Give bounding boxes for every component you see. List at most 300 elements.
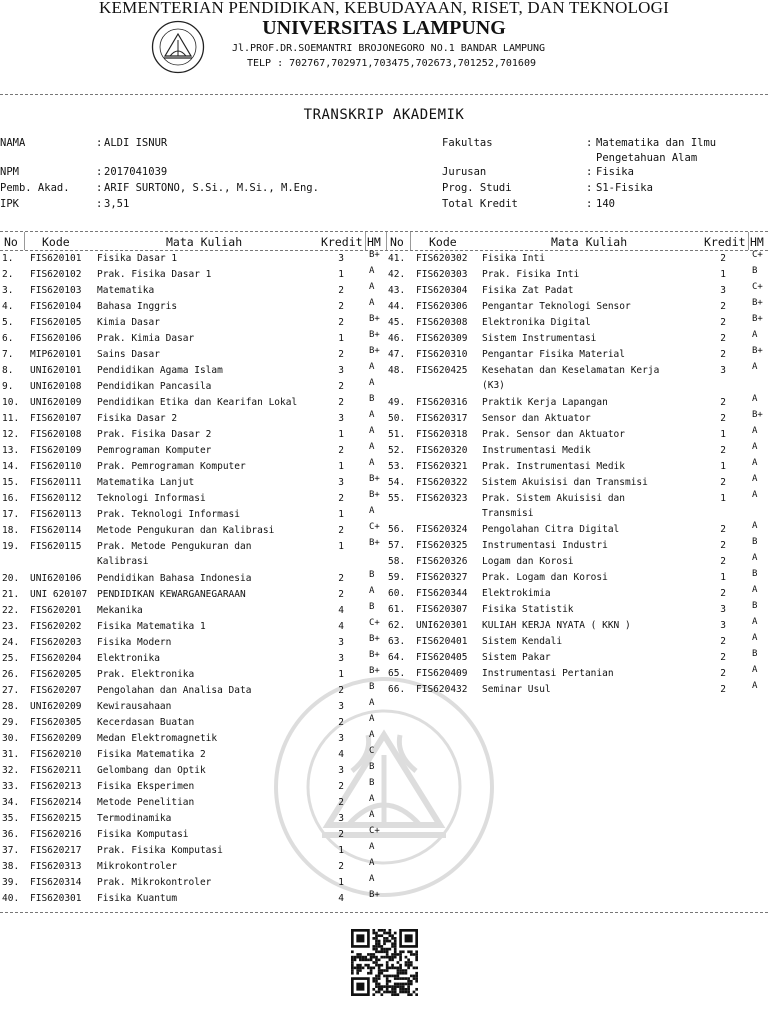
row-number: 56. (388, 524, 406, 535)
course-credit: 2 (338, 796, 344, 808)
course-name: Pengolahan Citra Digital (482, 524, 620, 535)
course-name: Pengantar Fisika Material (482, 349, 625, 360)
course-grade: A (369, 298, 375, 308)
row-number: 41. (388, 253, 406, 264)
course-name: Matematika Lanjut (97, 477, 195, 488)
course-name-continued: Kalibrasi (97, 556, 149, 567)
course-code: FIS620204 (30, 652, 82, 664)
row-number: 19. (2, 541, 20, 552)
document-title: TRANSKRIP AKADEMIK (303, 107, 465, 123)
course-name: Prak. Elektronika (97, 668, 195, 680)
course-credit: 2 (338, 285, 344, 296)
course-name: Fisika Inti (482, 253, 545, 264)
course-grade: A (369, 506, 375, 516)
col-credit-right: Kredit (704, 235, 746, 249)
course-code: FIS620111 (30, 477, 82, 488)
prog-label: Prog. Studi (442, 182, 512, 194)
course-grade: A (369, 458, 375, 468)
course-grade: A (369, 809, 375, 820)
course-name: Elektronika (97, 652, 160, 664)
name-label: NAMA (0, 137, 26, 149)
total-credit-colon: : (586, 198, 593, 210)
course-code: FIS620327 (416, 572, 468, 583)
course-code: FIS620432 (416, 684, 468, 695)
row-number: 35. (2, 812, 20, 824)
course-name: Medan Elektromagnetik (97, 732, 218, 744)
course-credit: 3 (338, 636, 344, 648)
course-code: FIS620103 (30, 285, 82, 296)
course-name: Sistem Pakar (482, 652, 551, 663)
course-credit: 2 (720, 556, 726, 567)
course-name: Prak. Fisika Komputasi (97, 844, 223, 856)
course-name: Termodinamika (97, 812, 172, 824)
course-name: Fisika Kuantum (97, 892, 178, 904)
course-credit: 1 (338, 876, 344, 888)
course-code: FIS620317 (416, 412, 468, 424)
col-credit: Kredit (321, 235, 363, 249)
faculty-label: Fakultas (442, 137, 493, 149)
row-number: 37. (2, 844, 20, 856)
course-credit: 3 (720, 604, 726, 615)
course-credit: 3 (338, 253, 344, 264)
course-name: Fisika Dasar 2 (97, 413, 178, 424)
course-name: Prak. Kimia Dasar (97, 333, 195, 344)
row-number: 47. (388, 349, 406, 360)
course-name: Kewirausahaan (97, 700, 172, 712)
course-name: Sistem Kendali (482, 636, 563, 647)
course-grade: B+ (369, 314, 380, 324)
row-number: 17. (2, 509, 20, 520)
course-code: FIS620205 (30, 668, 82, 680)
course-grade: B+ (369, 250, 380, 260)
course-grade: A (369, 793, 375, 804)
row-number: 14. (2, 461, 20, 472)
course-credit: 2 (720, 476, 726, 488)
course-grade: B (752, 601, 758, 611)
course-credit: 3 (338, 477, 344, 488)
course-grade: A (752, 553, 758, 563)
prog-colon: : (586, 182, 593, 194)
course-credit: 2 (338, 525, 344, 536)
course-credit: 2 (338, 381, 344, 392)
row-number: 12. (2, 429, 20, 440)
row-number: 57. (388, 540, 406, 551)
row-number: 63. (388, 636, 406, 647)
advisor-value: ARIF SURTONO, S.Si., M.Si., M.Eng. (104, 182, 319, 194)
course-credit: 2 (720, 301, 726, 312)
course-credit: 2 (338, 445, 344, 456)
course-name: Elektronika Digital (482, 317, 591, 328)
qr-code-icon (351, 929, 418, 996)
course-credit: 2 (338, 317, 344, 328)
row-number: 1. (2, 253, 14, 264)
header-divider (0, 94, 768, 95)
course-code: FIS620207 (30, 684, 82, 696)
course-name: Fisika Eksperimen (97, 780, 195, 792)
course-code: FIS620106 (30, 333, 82, 344)
course-credit: 2 (720, 317, 726, 328)
course-credit: 1 (338, 541, 344, 552)
course-code: FIS620213 (30, 780, 82, 792)
course-name: Prak. Teknologi Informasi (97, 509, 240, 520)
row-number: 33. (2, 780, 20, 792)
row-number: 59. (388, 572, 406, 583)
course-code: FIS620308 (416, 317, 468, 328)
col-no: No (4, 235, 18, 249)
course-credit: 2 (720, 524, 726, 535)
course-credit: 2 (720, 636, 726, 647)
course-code: FIS620322 (416, 476, 468, 488)
dept-colon: : (586, 166, 593, 178)
course-name: Pendidikan Etika dan Kearifan Lokal (97, 397, 298, 408)
course-code: FIS620409 (416, 668, 468, 679)
course-credit: 2 (720, 412, 726, 424)
row-number: 45. (388, 317, 406, 328)
row-number: 55. (388, 492, 406, 504)
course-grade: A (752, 521, 758, 531)
course-grade: C+ (369, 617, 380, 628)
col-course: Mata Kuliah (166, 235, 243, 249)
course-grade: A (369, 266, 375, 276)
course-code: FIS620425 (416, 365, 468, 376)
course-code: FIS620306 (416, 301, 468, 312)
course-name: Elektrokimia (482, 588, 551, 599)
university-name: UNIVERSITAS LAMPUNG (262, 17, 506, 39)
course-code: FIS620405 (416, 652, 468, 663)
row-number: 21. (2, 588, 20, 600)
course-grade: B+ (369, 474, 380, 484)
course-code: UNI620109 (30, 397, 82, 408)
course-code: FIS620217 (30, 844, 82, 856)
row-number: 22. (2, 604, 20, 616)
course-grade: B (752, 266, 758, 276)
course-credit: 2 (338, 716, 344, 728)
course-name: Kimia Dasar (97, 317, 160, 328)
course-code: FIS620105 (30, 317, 82, 328)
course-name: PENDIDIKAN KEWARGANEGARAAN (97, 588, 246, 600)
row-number: 3. (2, 285, 14, 296)
course-credit: 3 (338, 413, 344, 424)
total-credit-value: 140 (596, 198, 615, 210)
course-code: FIS620108 (30, 429, 82, 440)
row-number: 18. (2, 525, 20, 536)
row-number: 13. (2, 445, 20, 456)
col-divider (365, 232, 366, 250)
advisor-colon: : (96, 182, 103, 194)
npm-label: NPM (0, 166, 19, 178)
course-code: FIS620323 (416, 492, 468, 504)
row-number: 39. (2, 876, 20, 888)
course-name: Sensor dan Aktuator (482, 412, 591, 424)
course-name: Logam dan Korosi (482, 556, 574, 567)
row-number: 34. (2, 796, 20, 808)
npm-colon: : (96, 166, 103, 178)
course-name: Prak. Fisika Dasar 2 (97, 429, 212, 440)
course-credit: 2 (338, 572, 344, 584)
course-grade: A (369, 362, 375, 372)
course-code: UNI620106 (30, 572, 82, 584)
course-grade: C (369, 745, 375, 756)
course-grade: A (752, 441, 758, 452)
row-number: 15. (2, 477, 20, 488)
course-grade: B (369, 761, 375, 772)
course-code: FIS620309 (416, 333, 468, 344)
course-code: FIS620321 (416, 460, 468, 472)
course-code: FIS620203 (30, 636, 82, 648)
course-grade: A (752, 362, 758, 372)
course-credit: 2 (720, 540, 726, 551)
course-credit: 1 (338, 333, 344, 344)
row-number: 5. (2, 317, 14, 328)
total-credit-label: Total Kredit (442, 198, 518, 210)
course-code: FIS620305 (30, 716, 82, 728)
course-name: Instrumentasi Medik (482, 444, 591, 456)
course-grade: C+ (752, 282, 763, 292)
course-grade: B+ (752, 298, 763, 308)
course-name: Sistem Instrumentasi (482, 333, 597, 344)
course-credit: 3 (720, 620, 726, 631)
course-name: Fisika Matematika 1 (97, 620, 206, 632)
course-code: FIS620210 (30, 748, 82, 760)
dept-value: Fisika (596, 166, 634, 178)
advisor-label: Pemb. Akad. (0, 182, 70, 194)
row-number: 64. (388, 652, 406, 663)
course-grade: A (752, 585, 758, 595)
course-code: FIS620401 (416, 636, 468, 647)
course-grade: B (369, 394, 375, 404)
row-number: 11. (2, 413, 20, 424)
course-name-continued: Transmisi (482, 507, 534, 519)
course-name: Sains Dasar (97, 349, 160, 360)
course-credit: 2 (720, 396, 726, 408)
row-number: 23. (2, 620, 20, 632)
col-no-right: No (390, 235, 404, 249)
table-bottom-rule (0, 912, 768, 913)
row-number: 7. (2, 349, 14, 360)
course-credit: 1 (338, 844, 344, 856)
course-grade: B+ (752, 314, 763, 324)
course-credit: 2 (338, 828, 344, 840)
course-code: UNI620108 (30, 381, 82, 392)
course-grade: C+ (369, 825, 380, 836)
course-code: FIS620304 (416, 285, 468, 296)
course-grade: A (369, 857, 375, 868)
course-credit: 2 (720, 253, 726, 264)
course-name: Mikrokontroler (97, 860, 178, 872)
row-number: 62. (388, 620, 406, 631)
name-value: ALDI ISNUR (104, 137, 168, 149)
course-grade: B (369, 777, 375, 788)
course-code: FIS620115 (30, 541, 82, 552)
course-credit: 3 (720, 285, 726, 296)
course-credit: 3 (338, 365, 344, 376)
npm-value: 2017041039 (104, 166, 168, 178)
course-name: Prak. Logam dan Korosi (482, 572, 608, 583)
university-address: Jl.PROF.DR.SOEMANTRI BROJONEGORO NO.1 BANDAR LAMPUNG (232, 43, 546, 54)
row-number: 9. (2, 381, 14, 392)
course-name: Bahasa Inggris (97, 301, 178, 312)
ministry-name: KEMENTERIAN PENDIDIKAN, KEBUDAYAAN, RISET, DAN TEKNOLOGI (99, 0, 669, 17)
course-credit: 4 (338, 604, 344, 616)
course-grade: B+ (369, 633, 380, 644)
course-grade: B (369, 569, 375, 580)
row-number: 36. (2, 828, 20, 840)
dept-label: Jurusan (442, 166, 487, 178)
course-name: Fisika Zat Padat (482, 285, 574, 296)
faculty-value-line2: Pengetahuan Alam (596, 152, 698, 164)
course-credit: 2 (720, 668, 726, 679)
course-name: Prak. Sistem Akuisisi dan (482, 492, 625, 504)
course-grade: B (752, 649, 758, 659)
faculty-colon: : (586, 137, 593, 149)
course-code: FIS620109 (30, 445, 82, 456)
course-code: FIS620316 (416, 396, 468, 408)
course-name: Metode Pengukuran dan Kalibrasi (97, 525, 275, 536)
course-code: UNI620209 (30, 700, 82, 712)
faculty-value-line1: Matematika dan Ilmu (596, 137, 717, 149)
course-credit: 1 (338, 269, 344, 280)
course-credit: 3 (338, 764, 344, 776)
course-grade: A (369, 713, 375, 724)
course-credit: 1 (720, 460, 726, 472)
course-name: Fisika Matematika 2 (97, 748, 206, 760)
course-credit: 1 (338, 429, 344, 440)
course-credit: 3 (338, 652, 344, 664)
course-code: FIS620101 (30, 253, 82, 264)
course-name: Kesehatan dan Keselamatan Kerja (482, 365, 660, 376)
course-name: Pengantar Teknologi Sensor (482, 301, 631, 312)
course-grade: B+ (369, 665, 380, 676)
course-grade: B (752, 569, 758, 579)
course-credit: 2 (720, 652, 726, 663)
course-code: FIS620113 (30, 509, 82, 520)
course-name-continued: (K3) (482, 380, 505, 391)
course-name: Fisika Modern (97, 636, 172, 648)
course-code: FIS620201 (30, 604, 82, 616)
course-code: FIS620310 (416, 349, 468, 360)
row-number: 61. (388, 604, 406, 615)
course-grade: A (369, 873, 375, 884)
course-code: FIS620344 (416, 588, 468, 599)
course-code: FIS620326 (416, 556, 468, 567)
course-grade: B+ (369, 649, 380, 660)
course-code: FIS620211 (30, 764, 82, 776)
course-grade: A (369, 697, 375, 708)
course-grade: B+ (369, 330, 380, 340)
row-number: 51. (388, 428, 406, 440)
course-credit: 1 (720, 269, 726, 280)
row-number: 46. (388, 333, 406, 344)
row-number: 29. (2, 716, 20, 728)
row-number: 48. (388, 365, 406, 376)
course-name: Seminar Usul (482, 684, 551, 695)
col-divider (410, 232, 411, 250)
course-code: FIS620107 (30, 413, 82, 424)
course-grade: A (369, 729, 375, 740)
row-number: 26. (2, 668, 20, 680)
course-code: UNI 620107 (30, 588, 88, 600)
row-number: 16. (2, 493, 20, 504)
course-grade: A (369, 426, 375, 436)
row-number: 42. (388, 269, 406, 280)
course-code: UNI620101 (30, 365, 82, 376)
course-name: Gelombang dan Optik (97, 764, 206, 776)
row-number: 65. (388, 668, 406, 679)
row-number: 49. (388, 396, 406, 408)
course-credit: 2 (720, 349, 726, 360)
course-code: FIS620216 (30, 828, 82, 840)
course-code: FIS620214 (30, 796, 82, 808)
row-number: 66. (388, 684, 406, 695)
course-credit: 3 (338, 700, 344, 712)
university-phone: TELP : 702767,702971,703475,702673,701252,701609 (247, 58, 536, 69)
row-number: 20. (2, 572, 20, 584)
course-credit: 2 (720, 333, 726, 344)
course-credit: 2 (338, 349, 344, 360)
course-code: FIS620209 (30, 732, 82, 744)
course-credit: 2 (720, 684, 726, 695)
course-code: FIS620314 (30, 876, 82, 888)
course-code: FIS620114 (30, 525, 82, 536)
course-name: Matematika (97, 285, 155, 296)
course-code: FIS620112 (30, 493, 82, 504)
course-grade: B (369, 601, 375, 612)
row-number: 27. (2, 684, 20, 696)
course-grade: A (752, 617, 758, 627)
course-grade: A (752, 457, 758, 468)
university-watermark (272, 675, 496, 899)
col-course-right: Mata Kuliah (551, 235, 628, 249)
course-credit: 2 (338, 684, 344, 696)
course-name: Prak. Fisika Dasar 1 (97, 269, 212, 280)
course-name: Instrumentasi Industri (482, 540, 608, 551)
course-code: UNI620301 (416, 620, 468, 631)
course-name: Kecerdasan Buatan (97, 716, 195, 728)
course-grade: B+ (752, 409, 763, 420)
row-number: 53. (388, 460, 406, 472)
course-grade: A (752, 393, 758, 404)
course-credit: 2 (338, 860, 344, 872)
course-grade: A (369, 841, 375, 852)
course-grade: B+ (369, 346, 380, 356)
row-number: 8. (2, 365, 14, 376)
course-credit: 1 (338, 668, 344, 680)
course-code: FIS620102 (30, 269, 82, 280)
course-grade: B+ (752, 346, 763, 356)
ipk-label: IPK (0, 198, 19, 210)
course-grade: B+ (369, 490, 380, 500)
row-number: 30. (2, 732, 20, 744)
course-credit: 2 (338, 397, 344, 408)
row-number: 54. (388, 476, 406, 488)
row-number: 60. (388, 588, 406, 599)
course-code: FIS620303 (416, 269, 468, 280)
row-number: 6. (2, 333, 14, 344)
course-name: Pengolahan dan Analisa Data (97, 684, 252, 696)
course-code: FIS620302 (416, 253, 468, 264)
course-code: FIS620215 (30, 812, 82, 824)
course-code: FIS620202 (30, 620, 82, 632)
course-credit: 2 (720, 444, 726, 456)
course-name: Teknologi Informasi (97, 493, 206, 504)
row-number: 38. (2, 860, 20, 872)
course-grade: A (369, 442, 375, 452)
course-grade: A (752, 681, 758, 691)
course-code: FIS620307 (416, 604, 468, 615)
course-name: Prak. Metode Pengukuran dan (97, 541, 252, 552)
course-name: Pendidikan Pancasila (97, 381, 212, 392)
course-credit: 3 (338, 732, 344, 744)
